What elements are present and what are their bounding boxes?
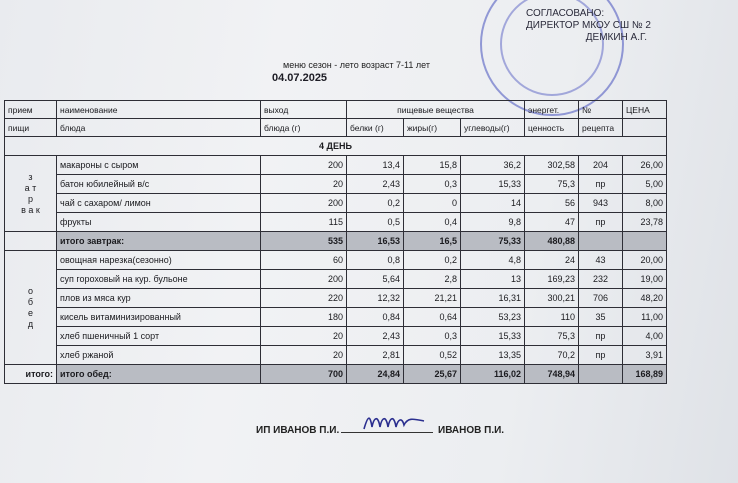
dish-recipe: 232: [579, 270, 623, 289]
table-row: [5, 156, 667, 175]
dish-fat: 0,2: [404, 251, 461, 270]
header-output: выход: [261, 101, 347, 119]
menu-title: меню сезон - лето возраст 7-11 лет: [283, 60, 430, 70]
dish-energy: 24: [525, 251, 579, 270]
dish-output: 20: [261, 346, 347, 365]
breakfast-total-row: [5, 232, 667, 251]
day-row: [5, 137, 667, 156]
dish-carbs: 13,35: [461, 346, 525, 365]
table-row: [5, 270, 667, 289]
dish-energy: 169,23: [525, 270, 579, 289]
dish-output: 220: [261, 289, 347, 308]
dish-protein: 2,43: [347, 175, 404, 194]
header-nutrients: пищевые вещества: [347, 101, 525, 119]
dish-price: 48,20: [623, 289, 667, 308]
header-price-2: [623, 119, 667, 137]
total-output: 700: [261, 365, 347, 384]
dish-price: 26,00: [623, 156, 667, 175]
dish-protein: 2,43: [347, 327, 404, 346]
dish-recipe: 43: [579, 251, 623, 270]
dish-energy: 110: [525, 308, 579, 327]
dish-fat: 0,3: [404, 327, 461, 346]
table-row: [5, 327, 667, 346]
day-label: 4 ДЕНЬ: [5, 137, 667, 156]
dish-output: 200: [261, 194, 347, 213]
dish-protein: 0,84: [347, 308, 404, 327]
dish-carbs: 4,8: [461, 251, 525, 270]
dish-price: 11,00: [623, 308, 667, 327]
dish-fat: 0,52: [404, 346, 461, 365]
header-name: наименование: [57, 101, 261, 119]
dish-name: овощная нарезка(сезонно): [57, 251, 261, 270]
header-recipe: №: [579, 101, 623, 119]
signature-line: [256, 425, 504, 436]
total-carbs: 75,33: [461, 232, 525, 251]
total-fat: 25,67: [404, 365, 461, 384]
dish-energy: 300,21: [525, 289, 579, 308]
lunch-total-row: [5, 365, 667, 384]
table-row: [5, 308, 667, 327]
menu-date: 04.07.2025: [272, 72, 328, 84]
dish-name: фрукты: [57, 213, 261, 232]
dish-recipe: пр: [579, 346, 623, 365]
table-row: [5, 213, 667, 232]
header-carbs: углеводы(г): [461, 119, 525, 137]
header-meal-2: пищи: [5, 119, 57, 137]
table-row: [5, 289, 667, 308]
dish-carbs: 13: [461, 270, 525, 289]
dish-price: 5,00: [623, 175, 667, 194]
handwritten-signature: [360, 411, 430, 437]
dish-energy: 56: [525, 194, 579, 213]
total-label: итого обед:: [57, 365, 261, 384]
dish-protein: 2,81: [347, 346, 404, 365]
total-carbs: 116,02: [461, 365, 525, 384]
dish-output: 200: [261, 156, 347, 175]
dish-name: хлеб ржаной: [57, 346, 261, 365]
dish-carbs: 53,23: [461, 308, 525, 327]
dish-recipe: 35: [579, 308, 623, 327]
total-price: 168,89: [623, 365, 667, 384]
meal-breakfast-label: з а т р в а к: [5, 156, 57, 232]
dish-recipe: 706: [579, 289, 623, 308]
table-row: [5, 175, 667, 194]
dish-output: 180: [261, 308, 347, 327]
dish-protein: 0,2: [347, 194, 404, 213]
dish-energy: 75,3: [525, 175, 579, 194]
header-row-2: [5, 119, 667, 137]
dish-recipe: 943: [579, 194, 623, 213]
dish-name: кисель витаминизированный: [57, 308, 261, 327]
dish-price: 23,78: [623, 213, 667, 232]
dish-fat: 2,8: [404, 270, 461, 289]
grand-total-label: итого:: [5, 365, 57, 384]
dish-output: 20: [261, 175, 347, 194]
dish-fat: 0,64: [404, 308, 461, 327]
dish-recipe: пр: [579, 213, 623, 232]
dish-energy: 75,3: [525, 327, 579, 346]
dish-price: 4,00: [623, 327, 667, 346]
total-protein: 24,84: [347, 365, 404, 384]
dish-carbs: 16,31: [461, 289, 525, 308]
dish-output: 60: [261, 251, 347, 270]
dish-fat: 0,4: [404, 213, 461, 232]
header-fat: жиры(г): [404, 119, 461, 137]
header-name-2: блюда: [57, 119, 261, 137]
dish-recipe: пр: [579, 327, 623, 346]
approval-line-2: ДИРЕКТОР МКОУ СШ № 2: [526, 20, 651, 31]
dish-fat: 15,8: [404, 156, 461, 175]
dish-fat: 21,21: [404, 289, 461, 308]
approval-block: [526, 8, 651, 44]
meal-lunch-label: о б е д: [5, 251, 57, 365]
total-label: итого завтрак:: [57, 232, 261, 251]
dish-output: 20: [261, 327, 347, 346]
table-row: [5, 251, 667, 270]
dish-name: батон юбилейный в/с: [57, 175, 261, 194]
table-row: [5, 194, 667, 213]
dish-name: макароны с сыром: [57, 156, 261, 175]
header-price: ЦЕНА: [623, 101, 667, 119]
dish-output: 115: [261, 213, 347, 232]
dish-price: 19,00: [623, 270, 667, 289]
header-energy-2: ценность: [525, 119, 579, 137]
dish-protein: 13,4: [347, 156, 404, 175]
header-meal: прием: [5, 101, 57, 119]
menu-table: [4, 100, 667, 384]
dish-energy: 47: [525, 213, 579, 232]
dish-name: хлеб пшеничный 1 сорт: [57, 327, 261, 346]
total-energy: 480,88: [525, 232, 579, 251]
total-fat: 16,5: [404, 232, 461, 251]
footer-left: ИП ИВАНОВ П.И.: [256, 425, 340, 436]
total-energy: 748,94: [525, 365, 579, 384]
header-protein: белки (г): [347, 119, 404, 137]
dish-protein: 12,32: [347, 289, 404, 308]
dish-carbs: 14: [461, 194, 525, 213]
total-output: 535: [261, 232, 347, 251]
header-recipe-2: рецепта: [579, 119, 623, 137]
dish-name: плов из мяса кур: [57, 289, 261, 308]
header-energy: энергет.: [525, 101, 579, 119]
header-row-1: [5, 101, 667, 119]
dish-price: 20,00: [623, 251, 667, 270]
dish-carbs: 15,33: [461, 175, 525, 194]
dish-energy: 302,58: [525, 156, 579, 175]
header-output-2: блюда (г): [261, 119, 347, 137]
dish-protein: 0,5: [347, 213, 404, 232]
total-protein: 16,53: [347, 232, 404, 251]
dish-recipe: 204: [579, 156, 623, 175]
table-row: [5, 346, 667, 365]
dish-energy: 70,2: [525, 346, 579, 365]
footer-right: ИВАНОВ П.И.: [438, 425, 505, 436]
dish-protein: 0,8: [347, 251, 404, 270]
dish-fat: 0,3: [404, 175, 461, 194]
dish-protein: 5,64: [347, 270, 404, 289]
dish-recipe: пр: [579, 175, 623, 194]
dish-carbs: 9,8: [461, 213, 525, 232]
dish-fat: 0: [404, 194, 461, 213]
dish-carbs: 15,33: [461, 327, 525, 346]
dish-price: 3,91: [623, 346, 667, 365]
dish-name: чай с сахаром/ лимон: [57, 194, 261, 213]
dish-output: 200: [261, 270, 347, 289]
dish-carbs: 36,2: [461, 156, 525, 175]
dish-name: суп гороховый на кур. бульоне: [57, 270, 261, 289]
dish-price: 8,00: [623, 194, 667, 213]
approval-line-1: СОГЛАСОВАНО:: [526, 8, 605, 19]
approval-line-3: ДЕМКИН А.Г.: [585, 32, 647, 43]
